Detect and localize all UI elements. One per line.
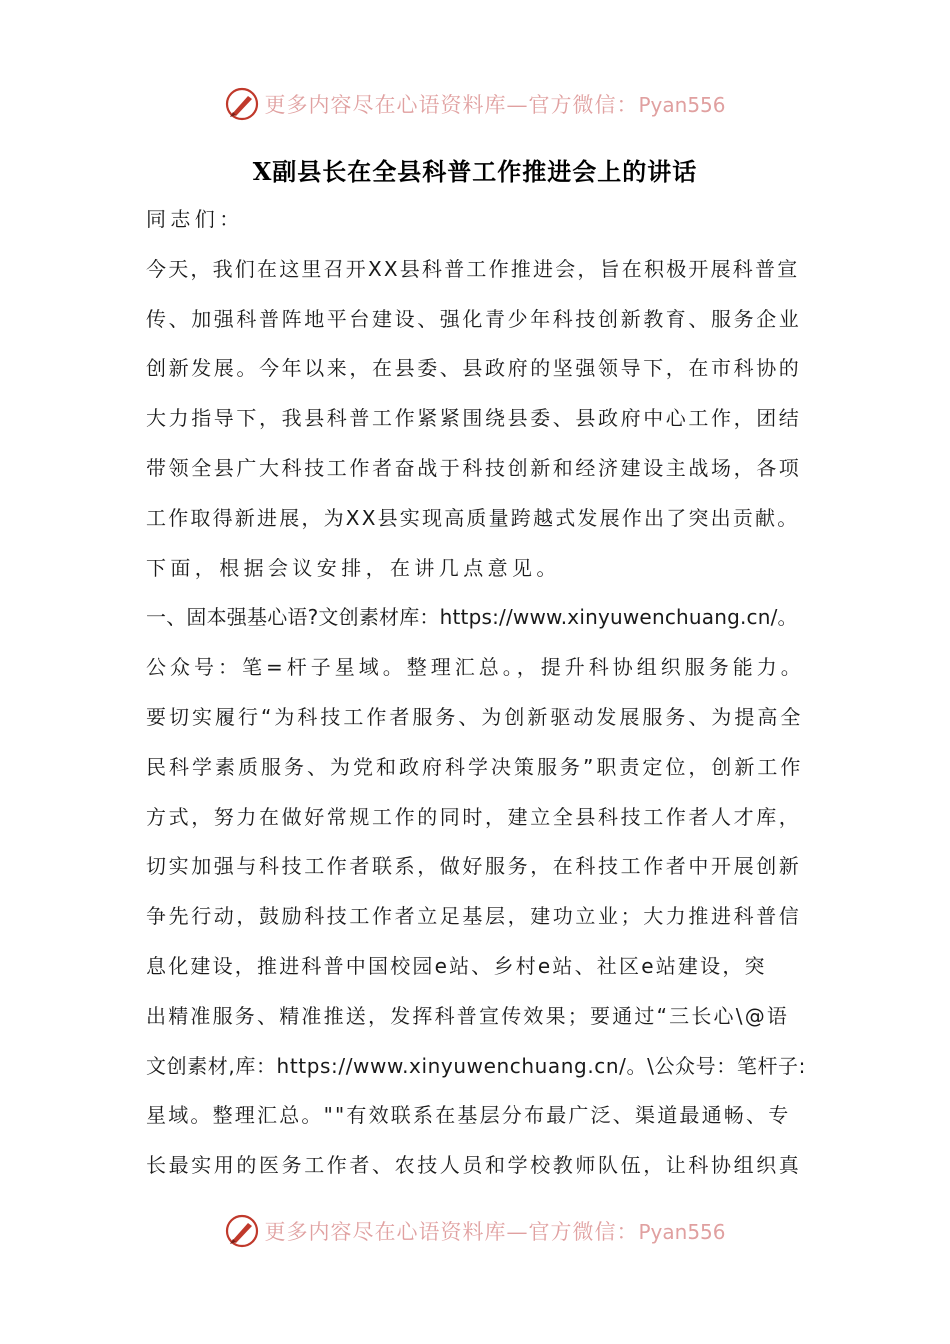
paragraph-line: 星域。整理汇总。""有效联系在基层分布最广泛、渠道最通畅、专 — [146, 1103, 791, 1128]
paragraph-line: 民科学素质服务、为党和政府科学决策服务”职责定位，创新工作 — [146, 754, 804, 779]
document-title: X副县长在全县科普工作推进会上的讲话 — [252, 157, 698, 186]
paragraph-line: 今天，我们在这里召开XX县科普工作推进会，旨在积极开展科普宣 — [146, 256, 800, 281]
paragraph-line: 方式，努力在做好常规工作的同时，建立全县科技工作者人才库， — [146, 804, 802, 829]
paragraph-line: 创新发展。今年以来，在县委、县政府的坚强领导下，在市科协的 — [146, 356, 802, 381]
watermark-text: 更多内容尽在心语资料库—官方微信：Pyan556 — [264, 93, 726, 117]
paragraph-line: 大力指导下，我县科普工作紧紧围绕县委、县政府中心工作，团结 — [146, 406, 802, 431]
watermark-header — [0, 84, 950, 124]
watermark-footer — [0, 1211, 950, 1251]
watermark-text: 更多内容尽在心语资料库—官方微信：Pyan556 — [264, 1220, 726, 1244]
paragraph-line: 出精准服务、精准推送，发挥科普宣传效果；要通过“三长心\@语 — [146, 1003, 790, 1028]
paragraph-line: 同志们： — [146, 207, 244, 231]
paragraph-line: 工作取得新进展，为XX县实现高质量跨越式发展作出了突出贡献。 — [146, 505, 800, 530]
paragraph-line: 切实加强与科技工作者联系，做好服务，在科技工作者中开展创新 — [146, 854, 802, 879]
paragraph-line: 传、加强科普阵地平台建设、强化青少年科技创新教育、服务企业 — [146, 306, 802, 331]
paragraph-line: 要切实履行“为科技工作者服务、为创新驱动发展服务、为提高全 — [146, 704, 804, 729]
paragraph-line: 文创素材,库：https://www.xinyuwenchuang.cn/。\公众号：笔杆子: — [146, 1053, 806, 1078]
pen-logo-icon — [224, 1213, 260, 1249]
paragraph-line: 一、固本强基心语?文创素材库：https://www.xinyuwenchuang.cn/。 — [146, 605, 798, 630]
paragraph-line: 长最实用的医务工作者、农技人员和学校教师队伍，让科协组织真 — [146, 1153, 802, 1178]
paragraph-line: 公众号：笔=杆子星域。整理汇总。，提升科协组织服务能力。 — [146, 655, 805, 680]
paragraph-line: 争先行动，鼓励科技工作者立足基层，建功立业；大力推进科普信 — [146, 904, 802, 929]
document-body — [146, 202, 806, 1198]
paragraph-line: 下面，根据会议安排，在讲几点意见。 — [146, 555, 561, 580]
paragraph-line: 带领全县广大科技工作者奋战于科技创新和经济建设主战场，各项 — [146, 455, 802, 480]
pen-logo-icon — [224, 86, 260, 122]
paragraph-line: 息化建设，推进科普中国校园e站、乡村e站、社区e站建设，突 — [146, 953, 767, 978]
